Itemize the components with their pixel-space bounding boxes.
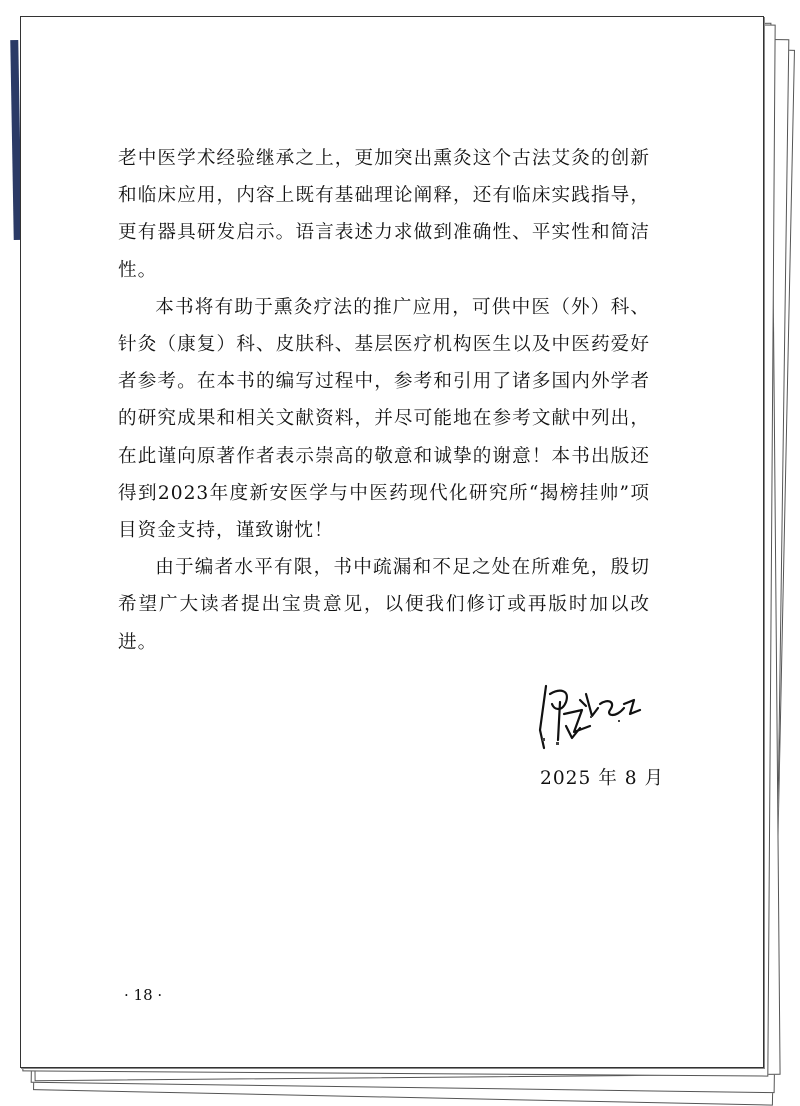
page-number: · 18 · [124, 986, 163, 1004]
paragraph-continued: 老中医学术经验继承之上，更加突出熏灸这个古法艾灸的创新和临床应用，内容上既有基础理论阐释，还有临床实践指导，更有器具研发启示。语言表述力求做到准确性、平实性和简洁性。 [118, 148, 650, 281]
paragraph: 由于编者水平有限，书中疏漏和不足之处在所难免，殷切希望广大读者提出宝贵意见，以便我们修订或再版时加以改进。 [118, 557, 650, 653]
author-signature [520, 680, 648, 756]
paragraph: 本书将有助于熏灸疗法的推广应用，可供中医（外）科、针灸（康复）科、皮肤科、基层医疗机构医生以及中医药爱好者参考。在本书的编写过程中，参考和引用了诸多国内外学者的研究成果和相关文献资料，并尽可能地在参考文献中列出，在此谨向原著作者表示崇高的敬意和诚挚的谢意！本书出版还得到2023年度新安医学与中医药现代化研究所“揭榜挂帅”项目资金支持，谨致谢忱！ [118, 296, 650, 542]
page-body [118, 140, 650, 661]
date-line: 2025 年 8 月 [540, 768, 665, 789]
